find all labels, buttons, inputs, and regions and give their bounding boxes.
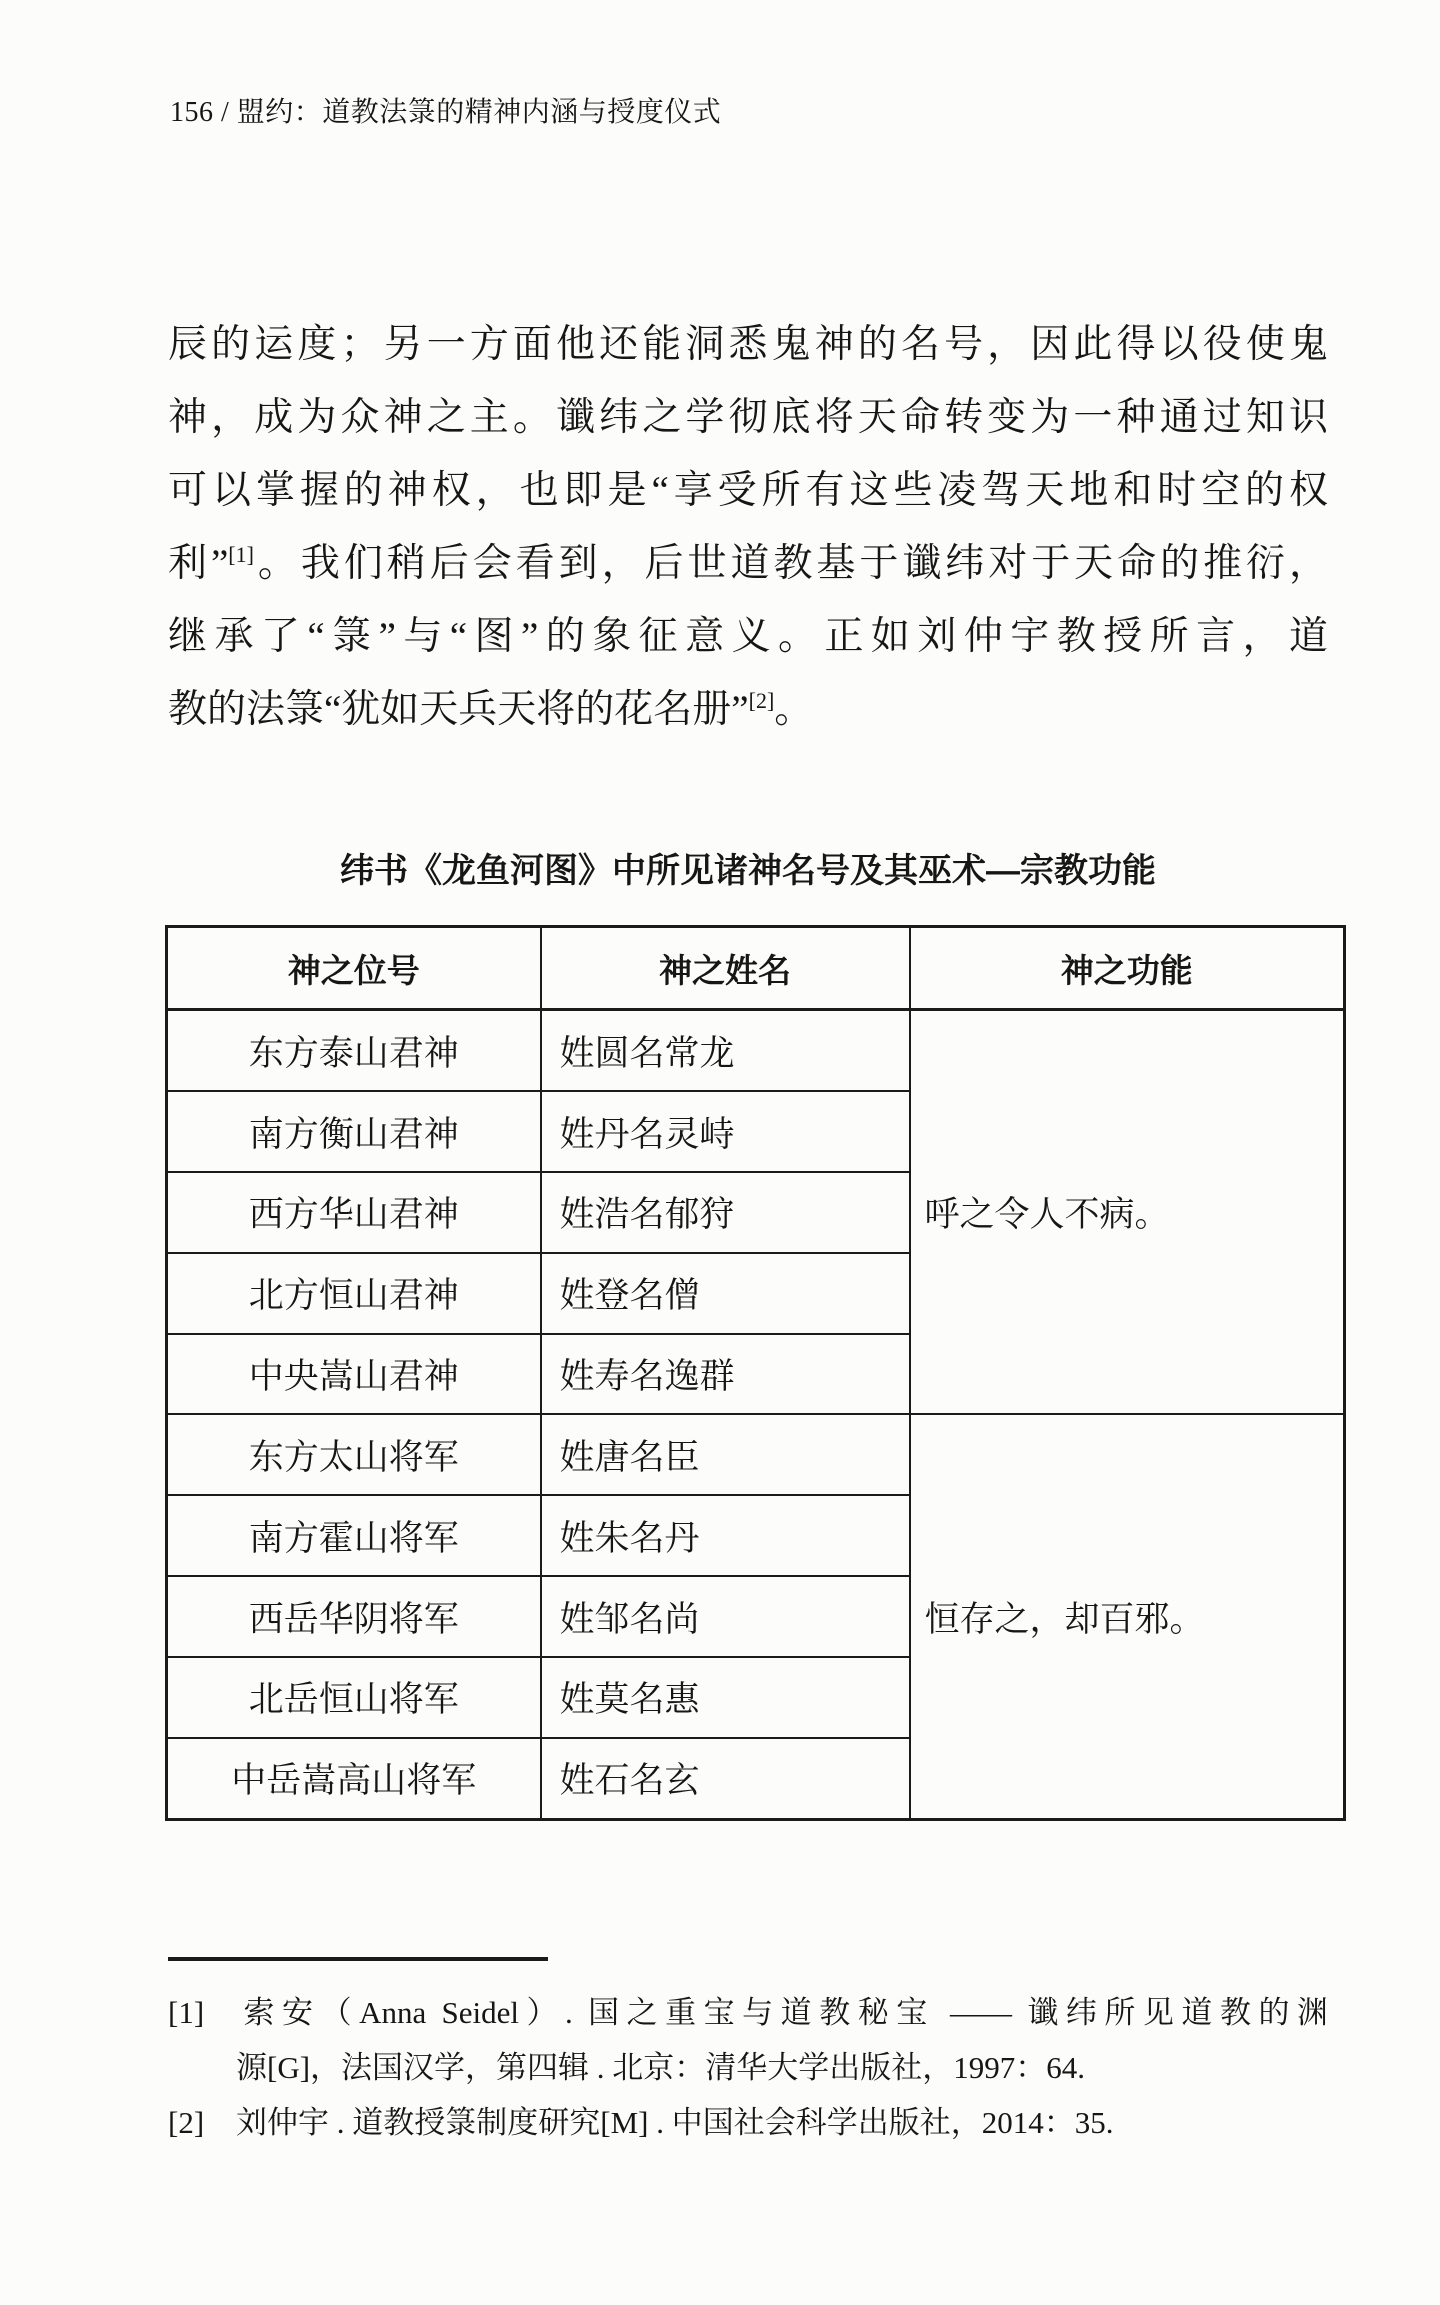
name-cell: 姓朱名丹 xyxy=(541,1495,910,1576)
paragraph-line: 辰的运度；另一方面他还能洞悉鬼神的名号，因此得以役使鬼 xyxy=(168,323,1328,366)
paragraph-line xyxy=(168,527,1328,600)
paragraph-line: 可以掌握的神权，也即是“享受所有这些凌驾天地和时空的权 xyxy=(168,469,1328,512)
footnote-text: 索安（Anna Seidel）. 国之重宝与道教秘宝 —— 谶纬所见道教的渊 xyxy=(236,1995,1328,2030)
name-cell: 姓丹名灵峙 xyxy=(541,1091,910,1172)
footnote-ref-2: [2] xyxy=(748,688,775,713)
position-cell: 中央嵩山君神 xyxy=(167,1334,541,1415)
table-row xyxy=(167,1010,1345,1092)
table-header-row xyxy=(167,927,1345,1010)
position-cell: 东方泰山君神 xyxy=(167,1010,541,1092)
body-paragraph xyxy=(168,308,1328,746)
footnote-2 xyxy=(168,2095,1328,2150)
running-head: 156 / 盟约：道教法箓的精神内涵与授度仪式 xyxy=(170,97,722,128)
header-cell-name: 神之姓名 xyxy=(541,927,910,1010)
footnote-marker: [2] xyxy=(168,2105,205,2140)
name-cell: 姓寿名逸群 xyxy=(541,1334,910,1415)
footnote-marker: [1] xyxy=(168,1995,205,2030)
name-cell: 姓唐名臣 xyxy=(541,1414,910,1495)
line-text: 教的法箓“犹如天兵天将的花名册” xyxy=(168,688,749,731)
header-cell-position: 神之位号 xyxy=(167,927,541,1010)
name-cell: 姓圆名常龙 xyxy=(541,1010,910,1092)
table-title: 纬书《龙鱼河图》中所见诸神名号及其巫术—宗教功能 xyxy=(340,852,1156,890)
footnotes xyxy=(168,1985,1328,2150)
footnote-text: 刘仲宇 . 道教授箓制度研究[M] . 中国社会科学出版社，2014：35. xyxy=(236,2105,1114,2140)
line-text: 。 xyxy=(774,688,814,731)
position-cell: 北岳恒山将军 xyxy=(167,1657,541,1738)
function-cell: 呼之令人不病。 xyxy=(910,1010,1345,1415)
table-row xyxy=(167,1414,1345,1495)
position-cell: 中岳嵩高山将军 xyxy=(167,1738,541,1820)
line-text: 。我们稍后会看到，后世道教基于谶纬对于天命的推衍， xyxy=(253,542,1328,585)
position-cell: 南方霍山将军 xyxy=(167,1495,541,1576)
position-cell: 东方太山将军 xyxy=(167,1414,541,1495)
name-cell: 姓浩名郁狩 xyxy=(541,1172,910,1253)
position-cell: 北方恒山君神 xyxy=(167,1253,541,1334)
name-cell: 姓邹名尚 xyxy=(541,1576,910,1657)
position-cell: 西岳华阴将军 xyxy=(167,1576,541,1657)
footnote-1-line-1 xyxy=(168,1985,1328,2040)
name-cell: 姓莫名惠 xyxy=(541,1657,910,1738)
footnote-1-line-2 xyxy=(236,2040,1328,2095)
name-cell: 姓石名玄 xyxy=(541,1738,910,1820)
paragraph-line: 神，成为众神之主。谶纬之学彻底将天命转变为一种通过知识 xyxy=(168,396,1328,439)
name-cell: 姓登名僧 xyxy=(541,1253,910,1334)
footnote-text: 源[G]，法国汉学，第四辑 . 北京：清华大学出版社，1997：64. xyxy=(236,2050,1086,2085)
footnote-ref-1: [1] xyxy=(228,542,254,567)
deity-table xyxy=(165,925,1346,1821)
line-text: 利” xyxy=(168,542,229,585)
position-cell: 南方衡山君神 xyxy=(167,1091,541,1172)
header-cell-function: 神之功能 xyxy=(910,927,1345,1010)
paragraph-line: 继承了“箓”与“图”的象征意义。正如刘仲宇教授所言，道 xyxy=(168,615,1328,658)
position-cell: 西方华山君神 xyxy=(167,1172,541,1253)
function-cell: 恒存之，却百邪。 xyxy=(910,1414,1345,1819)
footnote-separator xyxy=(168,1957,548,1961)
paragraph-line xyxy=(168,673,1328,746)
